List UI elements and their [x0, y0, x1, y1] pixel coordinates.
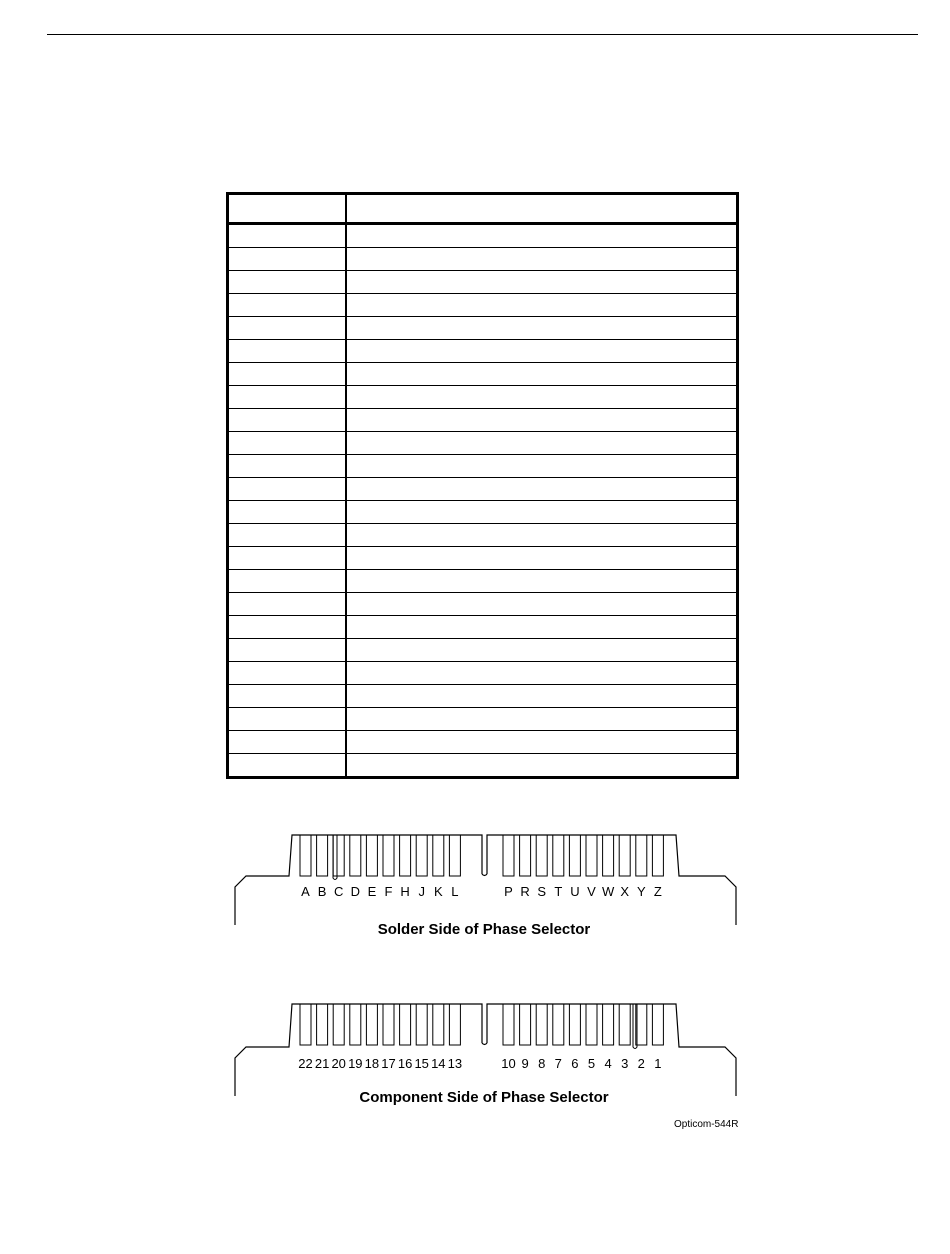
table-cell-function: [346, 455, 738, 478]
solder-pin-label: H: [400, 884, 410, 899]
solder-contact-pad: [433, 835, 444, 876]
component-pin-label: 3: [621, 1056, 629, 1071]
solder-pin-label: X: [620, 884, 630, 899]
solder-contact-pad: [652, 835, 663, 876]
component-contact-pad: [619, 1004, 630, 1045]
solder-pin-label: P: [504, 884, 513, 899]
table-cell-function: [346, 570, 738, 593]
solder-pin-label: D: [350, 884, 360, 899]
table-cell-function: [346, 731, 738, 754]
component-pin-label: 14: [431, 1056, 446, 1071]
component-card-outline: [235, 1004, 736, 1096]
table-row: [228, 754, 738, 778]
solder-pin-label: C: [334, 884, 344, 899]
component-pin-label: 9: [521, 1056, 529, 1071]
component-side-caption: Component Side of Phase Selector: [359, 1089, 609, 1106]
table-row: [228, 409, 738, 432]
table-cell-function: [346, 662, 738, 685]
component-contact-pad: [652, 1004, 663, 1045]
table-cell-function: [346, 593, 738, 616]
component-contact-pad: [383, 1004, 394, 1045]
table-cell-pin: [228, 432, 346, 455]
table-cell-pin: [228, 294, 346, 317]
solder-contact-pad: [553, 835, 564, 876]
solder-pin-label: Z: [653, 884, 662, 899]
solder-contact-pad: [350, 835, 361, 876]
table-cell-pin: [228, 409, 346, 432]
component-contact-pad: [603, 1004, 614, 1045]
solder-contact-pad: [333, 835, 344, 876]
table-cell-pin: [228, 639, 346, 662]
table-row: [228, 547, 738, 570]
table-cell-pin: [228, 593, 346, 616]
solder-pin-label: F: [384, 884, 393, 899]
solder-contact-pad: [603, 835, 614, 876]
solder-contact-pad: [619, 835, 630, 876]
component-contact-pad: [400, 1004, 411, 1045]
header-cell-function: [346, 194, 738, 224]
solder-contact-pad: [317, 835, 328, 876]
table-cell-function: [346, 501, 738, 524]
table-cell-pin: [228, 547, 346, 570]
table-row: [228, 593, 738, 616]
table-row: [228, 731, 738, 754]
table-cell-pin: [228, 455, 346, 478]
component-pin-label: 17: [381, 1056, 396, 1071]
table-cell-function: [346, 271, 738, 294]
solder-contact-pad: [383, 835, 394, 876]
component-pin-label: 5: [587, 1056, 596, 1071]
table-row: [228, 570, 738, 593]
table-cell-pin: [228, 340, 346, 363]
component-pin-label: 1: [654, 1056, 662, 1071]
component-key-slot: [482, 1043, 487, 1045]
solder-pin-label: Y: [636, 884, 646, 899]
table-cell-function: [346, 547, 738, 570]
table-row: [228, 478, 738, 501]
table-cell-function: [346, 248, 738, 271]
table-row: [228, 317, 738, 340]
component-contact-pad: [553, 1004, 564, 1045]
solder-pin-label: W: [601, 884, 615, 899]
table-cell-pin: [228, 570, 346, 593]
table-row: [228, 340, 738, 363]
component-pin-label: 10: [501, 1056, 516, 1071]
component-contact-pad: [317, 1004, 328, 1045]
solder-contact-pad: [300, 835, 311, 876]
table-cell-function: [346, 363, 738, 386]
table-row: [228, 662, 738, 685]
table-cell-pin: [228, 478, 346, 501]
component-pin-label: 6: [571, 1056, 579, 1071]
solder-contact-pad: [366, 835, 377, 876]
table-cell-function: [346, 409, 738, 432]
table-cell-function: [346, 224, 738, 248]
solder-contact-pad: [586, 835, 597, 876]
table-row: [228, 363, 738, 386]
solder-key-slot: [482, 874, 487, 876]
component-contact-pad: [569, 1004, 580, 1045]
solder-pin-label: U: [570, 884, 580, 899]
table-cell-function: [346, 386, 738, 409]
solder-pin-label: B: [317, 884, 327, 899]
solder-side-connector-diagram: [0, 825, 950, 940]
solder-side-caption: Solder Side of Phase Selector: [377, 921, 591, 938]
table-cell-pin: [228, 616, 346, 639]
table-cell-function: [346, 294, 738, 317]
component-contact-pad: [449, 1004, 460, 1045]
component-contact-pad: [433, 1004, 444, 1045]
component-pin-label: 19: [348, 1056, 363, 1071]
table-cell-pin: [228, 248, 346, 271]
table-cell-function: [346, 524, 738, 547]
component-contact-pad: [350, 1004, 361, 1045]
table-row: [228, 294, 738, 317]
solder-pin-label: V: [587, 884, 596, 899]
header-rule: [47, 34, 918, 35]
table-row: [228, 271, 738, 294]
solder-pin-label: J: [418, 884, 425, 899]
header-cell-pin: [228, 194, 346, 224]
table-cell-pin: [228, 524, 346, 547]
component-pin-label: 4: [604, 1056, 612, 1071]
table-cell-pin: [228, 754, 346, 778]
table-row: [228, 708, 738, 731]
table-cell-pin: [228, 386, 346, 409]
component-pin-label: 13: [447, 1056, 463, 1071]
component-side-connector-diagram: [0, 992, 950, 1107]
table-cell-pin: [228, 662, 346, 685]
component-pin-label: 16: [397, 1056, 413, 1071]
table-cell-pin: [228, 731, 346, 754]
table-cell-function: [346, 340, 738, 363]
component-pin-label: 18: [364, 1056, 380, 1071]
solder-pin-label: E: [367, 884, 377, 899]
table-cell-function: [346, 317, 738, 340]
table-cell-function: [346, 616, 738, 639]
table-row: [228, 455, 738, 478]
table-cell-function: [346, 639, 738, 662]
component-contact-pad: [366, 1004, 377, 1045]
component-pin-label: 7: [554, 1056, 562, 1071]
table-cell-pin: [228, 363, 346, 386]
solder-contact-pad: [416, 835, 427, 876]
table-row: [228, 224, 738, 248]
solder-contact-pad: [503, 835, 514, 876]
solder-pin-label: L: [451, 884, 459, 899]
component-contact-pad: [416, 1004, 427, 1045]
table-row: [228, 501, 738, 524]
solder-pin-label: R: [520, 884, 530, 899]
table-cell-pin: [228, 317, 346, 340]
table-cell-function: [346, 685, 738, 708]
component-pin-label: 20: [331, 1056, 346, 1071]
solder-contact-pad: [636, 835, 647, 876]
table-row: [228, 386, 738, 409]
table-cell-function: [346, 478, 738, 501]
component-contact-pad: [520, 1004, 531, 1045]
component-contact-pad: [586, 1004, 597, 1045]
solder-contact-pad: [520, 835, 531, 876]
solder-contact-pad: [449, 835, 460, 876]
table-row: [228, 432, 738, 455]
table-cell-pin: [228, 501, 346, 524]
table-row: [228, 616, 738, 639]
solder-contact-pad: [536, 835, 547, 876]
table-cell-function: [346, 432, 738, 455]
solder-pin-label: T: [554, 884, 563, 899]
table-row: [228, 685, 738, 708]
solder-pin-label: K: [433, 884, 443, 899]
solder-contact-pad: [400, 835, 411, 876]
table-cell-function: [346, 708, 738, 731]
component-contact-pad: [536, 1004, 547, 1045]
solder-pin-label: A: [301, 884, 310, 899]
table-cell-pin: [228, 224, 346, 248]
component-pin-label: 15: [414, 1056, 429, 1071]
component-contact-pad: [333, 1004, 344, 1045]
component-contact-pad: [503, 1004, 514, 1045]
table-row: [228, 524, 738, 547]
component-pin-label: 21: [314, 1056, 330, 1071]
component-pin-label: 22: [298, 1056, 313, 1071]
component-polarizing-notch: [633, 1004, 637, 1049]
table-row: [228, 639, 738, 662]
solder-pin-label: S: [537, 884, 547, 899]
table-cell-pin: [228, 708, 346, 731]
table-cell-function: [346, 754, 738, 778]
table-row: [228, 248, 738, 271]
solder-contact-pad: [569, 835, 580, 876]
component-contact-pad: [300, 1004, 311, 1045]
document-id-label: Opticom-544R: [674, 1119, 739, 1130]
table-header-row: [228, 194, 738, 224]
component-pin-label: 2: [637, 1056, 645, 1071]
solder-card-outline: [235, 835, 736, 925]
table-cell-pin: [228, 271, 346, 294]
table-cell-pin: [228, 685, 346, 708]
pin-assignment-table: [226, 192, 739, 779]
component-pin-label: 8: [538, 1056, 546, 1071]
